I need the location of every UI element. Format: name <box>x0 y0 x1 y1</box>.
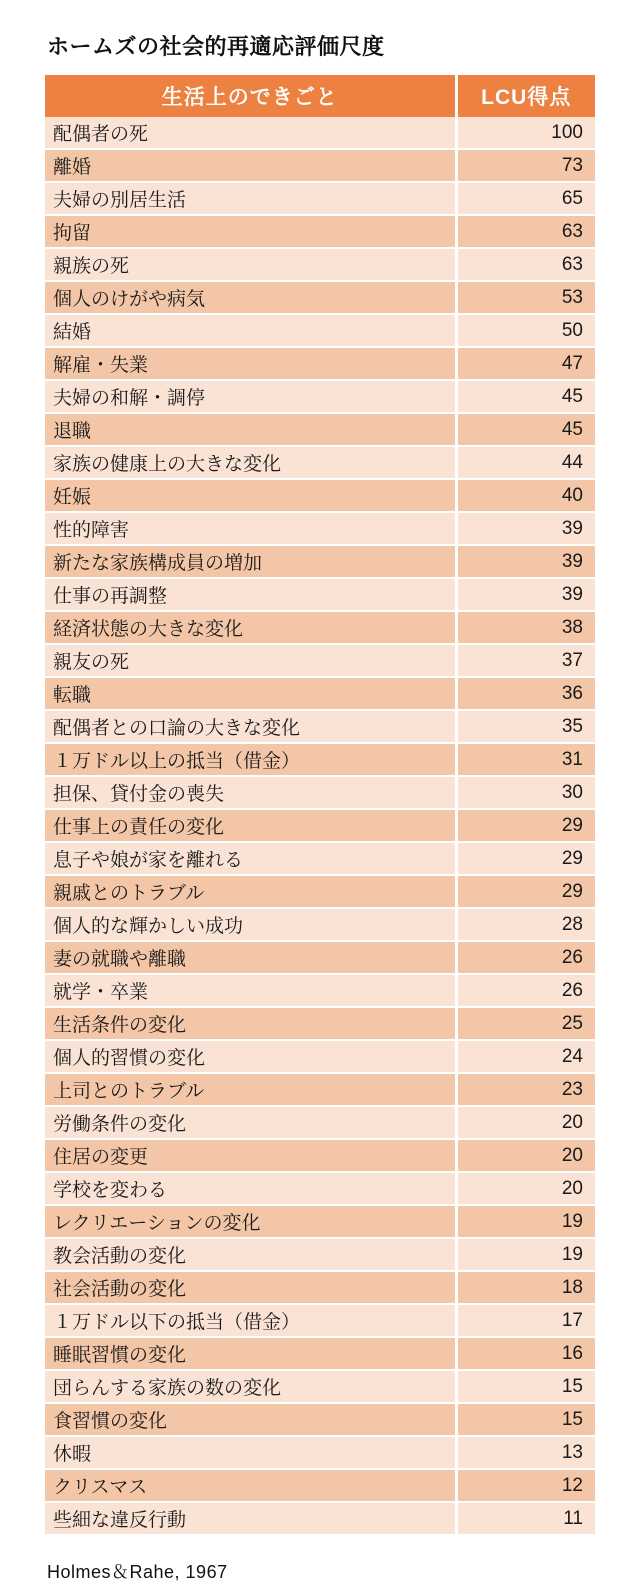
cell-life-event: 結婚 <box>45 314 456 347</box>
table-row <box>45 446 595 479</box>
cell-lcu-score: 63 <box>456 248 595 281</box>
cell-lcu-score: 16 <box>456 1337 595 1370</box>
source-footnote: Holmes＆Rahe, 1967 <box>47 1562 228 1582</box>
table-row <box>45 743 595 776</box>
cell-lcu-score: 100 <box>456 117 595 149</box>
cell-lcu-score: 15 <box>456 1370 595 1403</box>
cell-lcu-score: 17 <box>456 1304 595 1337</box>
cell-life-event: 退職 <box>45 413 456 446</box>
table-row <box>45 347 595 380</box>
cell-lcu-score: 63 <box>456 215 595 248</box>
cell-lcu-score: 26 <box>456 941 595 974</box>
cell-life-event: 新たな家族構成員の増加 <box>45 545 456 578</box>
cell-lcu-score: 37 <box>456 644 595 677</box>
cell-life-event: 休暇 <box>45 1436 456 1469</box>
cell-life-event: 団らんする家族の数の変化 <box>45 1370 456 1403</box>
cell-lcu-score: 29 <box>456 842 595 875</box>
cell-lcu-score: 29 <box>456 875 595 908</box>
table-row <box>45 1271 595 1304</box>
cell-life-event: 生活条件の変化 <box>45 1007 456 1040</box>
table-row <box>45 215 595 248</box>
cell-life-event: 食習慣の変化 <box>45 1403 456 1436</box>
cell-lcu-score: 45 <box>456 413 595 446</box>
cell-lcu-score: 45 <box>456 380 595 413</box>
table-row <box>45 1304 595 1337</box>
table-row <box>45 809 595 842</box>
table-row <box>45 1436 595 1469</box>
cell-life-event: 経済状態の大きな変化 <box>45 611 456 644</box>
column-header-event: 生活上のできごと <box>45 75 456 117</box>
table-row <box>45 644 595 677</box>
table-row <box>45 1205 595 1238</box>
cell-life-event: 性的障害 <box>45 512 456 545</box>
cell-life-event: 仕事上の責任の変化 <box>45 809 456 842</box>
table-header-row <box>45 75 595 117</box>
cell-life-event: 配偶者との口論の大きな変化 <box>45 710 456 743</box>
cell-life-event: 親戚とのトラブル <box>45 875 456 908</box>
cell-life-event: 個人のけがや病気 <box>45 281 456 314</box>
table-row <box>45 1106 595 1139</box>
table-row <box>45 314 595 347</box>
table-row <box>45 710 595 743</box>
table-row <box>45 875 595 908</box>
cell-lcu-score: 28 <box>456 908 595 941</box>
cell-lcu-score: 38 <box>456 611 595 644</box>
table-row <box>45 941 595 974</box>
cell-lcu-score: 65 <box>456 182 595 215</box>
cell-lcu-score: 15 <box>456 1403 595 1436</box>
cell-lcu-score: 19 <box>456 1205 595 1238</box>
cell-life-event: 妻の就職や離職 <box>45 941 456 974</box>
table-row <box>45 1370 595 1403</box>
cell-life-event: 睡眠習慣の変化 <box>45 1337 456 1370</box>
cell-life-event: 些細な違反行動 <box>45 1502 456 1535</box>
cell-life-event: １万ドル以上の抵当（借金） <box>45 743 456 776</box>
table-row <box>45 677 595 710</box>
cell-life-event: 社会活動の変化 <box>45 1271 456 1304</box>
table-row <box>45 1502 595 1535</box>
table-row <box>45 545 595 578</box>
table-row <box>45 479 595 512</box>
cell-lcu-score: 44 <box>456 446 595 479</box>
cell-lcu-score: 23 <box>456 1073 595 1106</box>
cell-life-event: 拘留 <box>45 215 456 248</box>
table-row <box>45 182 595 215</box>
table-row <box>45 842 595 875</box>
column-header-score: LCU得点 <box>456 75 595 117</box>
table-row <box>45 1403 595 1436</box>
cell-lcu-score: 13 <box>456 1436 595 1469</box>
cell-lcu-score: 11 <box>456 1502 595 1535</box>
cell-life-event: 離婚 <box>45 149 456 182</box>
cell-life-event: 配偶者の死 <box>45 117 456 149</box>
cell-lcu-score: 39 <box>456 578 595 611</box>
cell-lcu-score: 26 <box>456 974 595 1007</box>
cell-life-event: 夫婦の別居生活 <box>45 182 456 215</box>
cell-life-event: 家族の健康上の大きな変化 <box>45 446 456 479</box>
cell-lcu-score: 47 <box>456 347 595 380</box>
table-row <box>45 1139 595 1172</box>
table-row <box>45 611 595 644</box>
cell-life-event: 教会活動の変化 <box>45 1238 456 1271</box>
cell-lcu-score: 19 <box>456 1238 595 1271</box>
table-row <box>45 281 595 314</box>
cell-lcu-score: 73 <box>456 149 595 182</box>
cell-lcu-score: 36 <box>456 677 595 710</box>
cell-life-event: 個人的習慣の変化 <box>45 1040 456 1073</box>
table-row <box>45 1073 595 1106</box>
cell-lcu-score: 50 <box>456 314 595 347</box>
cell-life-event: 転職 <box>45 677 456 710</box>
cell-lcu-score: 20 <box>456 1106 595 1139</box>
cell-lcu-score: 20 <box>456 1139 595 1172</box>
cell-lcu-score: 25 <box>456 1007 595 1040</box>
table-row <box>45 1007 595 1040</box>
cell-life-event: 労働条件の変化 <box>45 1106 456 1139</box>
table-row <box>45 1337 595 1370</box>
table-row <box>45 974 595 1007</box>
page-title: ホームズの社会的再適応評価尺度 <box>47 34 385 59</box>
cell-lcu-score: 20 <box>456 1172 595 1205</box>
cell-lcu-score: 39 <box>456 545 595 578</box>
table-row <box>45 1040 595 1073</box>
cell-lcu-score: 29 <box>456 809 595 842</box>
cell-lcu-score: 35 <box>456 710 595 743</box>
table-row <box>45 512 595 545</box>
table-header <box>45 75 595 117</box>
cell-life-event: 親友の死 <box>45 644 456 677</box>
table-row <box>45 380 595 413</box>
cell-life-event: 就学・卒業 <box>45 974 456 1007</box>
cell-life-event: 学校を変わる <box>45 1172 456 1205</box>
table-row <box>45 578 595 611</box>
cell-lcu-score: 53 <box>456 281 595 314</box>
table-row <box>45 776 595 809</box>
cell-life-event: 担保、貸付金の喪失 <box>45 776 456 809</box>
cell-lcu-score: 30 <box>456 776 595 809</box>
cell-life-event: クリスマス <box>45 1469 456 1502</box>
cell-life-event: 夫婦の和解・調停 <box>45 380 456 413</box>
cell-lcu-score: 24 <box>456 1040 595 1073</box>
cell-lcu-score: 18 <box>456 1271 595 1304</box>
cell-life-event: 親族の死 <box>45 248 456 281</box>
cell-life-event: 仕事の再調整 <box>45 578 456 611</box>
cell-life-event: 個人的な輝かしい成功 <box>45 908 456 941</box>
cell-life-event: レクリエーションの変化 <box>45 1205 456 1238</box>
cell-life-event: 解雇・失業 <box>45 347 456 380</box>
cell-life-event: 住居の変更 <box>45 1139 456 1172</box>
table-row <box>45 1172 595 1205</box>
cell-lcu-score: 12 <box>456 1469 595 1502</box>
table-row <box>45 413 595 446</box>
cell-life-event: 息子や娘が家を離れる <box>45 842 456 875</box>
table-row <box>45 1238 595 1271</box>
table-row <box>45 117 595 149</box>
cell-lcu-score: 31 <box>456 743 595 776</box>
cell-lcu-score: 39 <box>456 512 595 545</box>
table-row <box>45 908 595 941</box>
social-readjustment-rating-scale-table <box>45 75 595 1536</box>
table-body <box>45 117 595 1535</box>
table-row <box>45 248 595 281</box>
table-row <box>45 149 595 182</box>
cell-lcu-score: 40 <box>456 479 595 512</box>
cell-life-event: １万ドル以下の抵当（借金） <box>45 1304 456 1337</box>
cell-life-event: 上司とのトラブル <box>45 1073 456 1106</box>
cell-life-event: 妊娠 <box>45 479 456 512</box>
table-row <box>45 1469 595 1502</box>
